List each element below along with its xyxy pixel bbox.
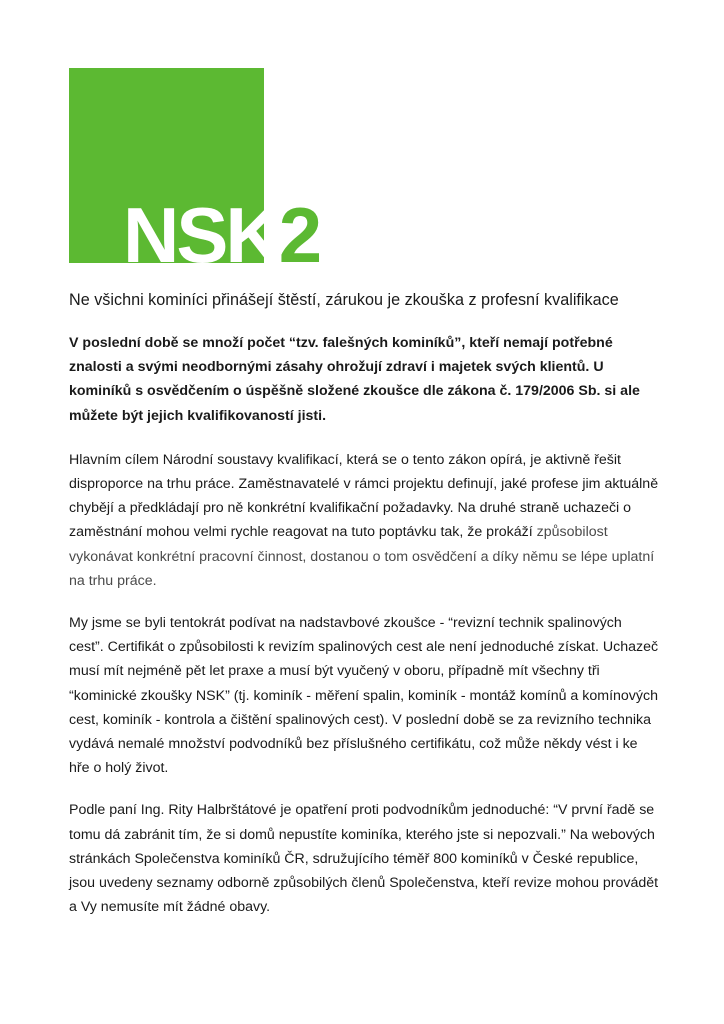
article-paragraph-1 xyxy=(69,448,659,593)
paragraph-1-main: Hlavním cílem Národní soustavy kvalifikací, která se o tento zákon opírá, je aktivně řešit disproporce na trhu práce. Zaměstnavatelé v rámci projektu definují, jaké profese jim aktuálně chybějí a předkládají pro ně konkrétní kvalifikační požadavky. Na druhé straně uchazeči o zaměstnání mohou velmi rychle reagovat na tuto poptávku tak, že prokáží xyxy=(69,451,659,541)
nsk2-logo xyxy=(69,68,320,279)
article-title: Ne všichni kominíci přinášejí štěstí, zárukou je zkouška z profesní kvalifikace xyxy=(69,291,619,309)
logo-wordmark xyxy=(123,191,320,279)
logo-text-nsk: NSK xyxy=(123,191,279,279)
article xyxy=(69,289,659,937)
logo-text-2: 2 xyxy=(278,191,320,279)
paragraph-1-tail: způsobilost vykonávat konkrétní pracovní činnost, dostanou o tom osvědčení a díky němu se lépe uplatní na trhu práce. xyxy=(69,524,655,589)
article-lead: V poslední době se množí počet “tzv. falešných kominíků”, kteří nemají potřebné znalosti a svými neodbornými zásahy ohrožují zdraví i majetek svých klientů. U kominíků s osvědčením o úspěšně složené zkoušce dle zákona č. 179/2006 Sb. si ale můžete být jejich kvalifikovaností jisti. xyxy=(69,335,640,424)
article-paragraph-3: Podle paní Ing. Rity Halbrštátové je opatření proti podvodníkům jednoduché: “V první řadě se tomu dá zabránit tím, že si domů nepustíte kominíka, kterého jste si nepozvali.” Na webových stránkách Společenstva kominíků ČR, sdružujícího téměř 800 kominíků v České republice, jsou uvedeny seznamy odborně způsobilých členů Společenstva, kteří revize mohou provádět a Vy nemusíte mít žádné obavy. xyxy=(69,802,659,916)
article-paragraph-2: My jsme se byli tentokrát podívat na nadstavbové zkoušce - “revizní technik spalinových cest”. Certifikát o způsobilosti k revizím spalinových cest ale není jednoduché získat. Uchazeč musí mít nejméně pět let praxe a musí být vyučený v oboru, případně mít všechny tři “kominické zkoušky NSK” (tj. kominík - měření spalin, kominík - montáž komínů a komínových cest, kominík - kontrola a čištění spalinových cest). V poslední době se za revizního technika vydává nemalé množství podvodníků bez příslušného certifikátu, což může někdy vést i ke hře o holý život. xyxy=(69,615,659,777)
